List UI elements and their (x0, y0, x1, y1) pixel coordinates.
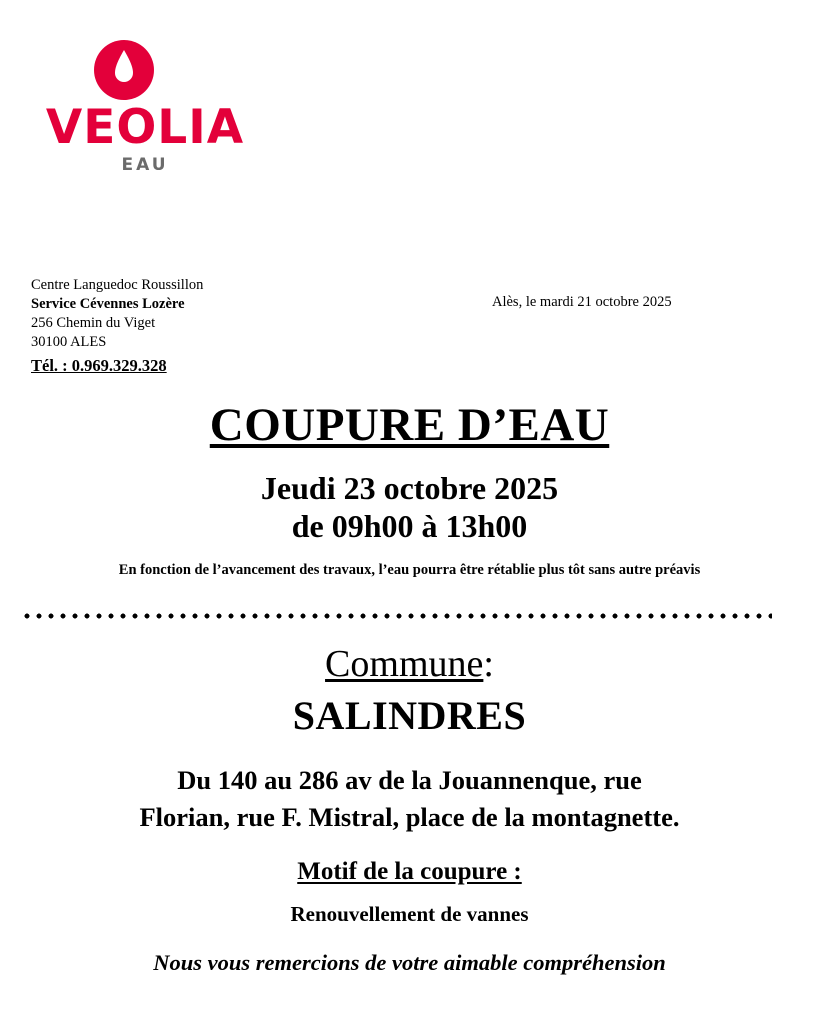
veolia-wordmark: VEOLIA (45, 100, 245, 155)
outage-time-range: de 09h00 à 13h00 (291, 508, 528, 544)
affected-streets (60, 762, 759, 835)
reason-label: Motif de la coupure : (297, 858, 522, 885)
sender-block (31, 276, 203, 377)
sender-center: Centre Languedoc Roussillon (31, 277, 204, 293)
place-and-date: Alès, le mardi 21 octobre 2025 (492, 294, 672, 310)
sender-phone: Tél. : 0.969.329.328 (31, 355, 167, 375)
commune-label: Commune (325, 643, 484, 685)
outage-disclaimer: En fonction de l’avancement des travaux, l’eau pourra être rétablie plus tôt sans autre préavis (118, 562, 701, 578)
reason-value: Renouvellement de vannes (290, 902, 529, 926)
affected-streets-line-2: Florian, rue F. Mistral, place de la montagnette. (139, 801, 680, 832)
closing-message: Nous vous remercions de votre aimable compréhension (153, 950, 666, 975)
page-title: COUPURE D’EAU (209, 399, 610, 451)
sender-service: Service Cévennes Lozère (31, 296, 185, 313)
commune-label-row (0, 642, 819, 686)
sender-address: 256 Chemin du Viget (31, 315, 156, 332)
affected-streets-line-1: Du 140 au 286 av de la Jouannenque, rue (177, 765, 642, 795)
dotted-divider (24, 612, 772, 622)
commune-label-colon: : (483, 643, 494, 685)
veolia-droplet-icon (92, 38, 156, 102)
veolia-tagline: EAU (121, 155, 169, 175)
sender-postal-city: 30100 ALES (31, 334, 107, 351)
veolia-logo (30, 38, 260, 175)
commune-name: SALINDRES (292, 693, 527, 738)
outage-date: Jeudi 23 octobre 2025 (260, 470, 559, 506)
